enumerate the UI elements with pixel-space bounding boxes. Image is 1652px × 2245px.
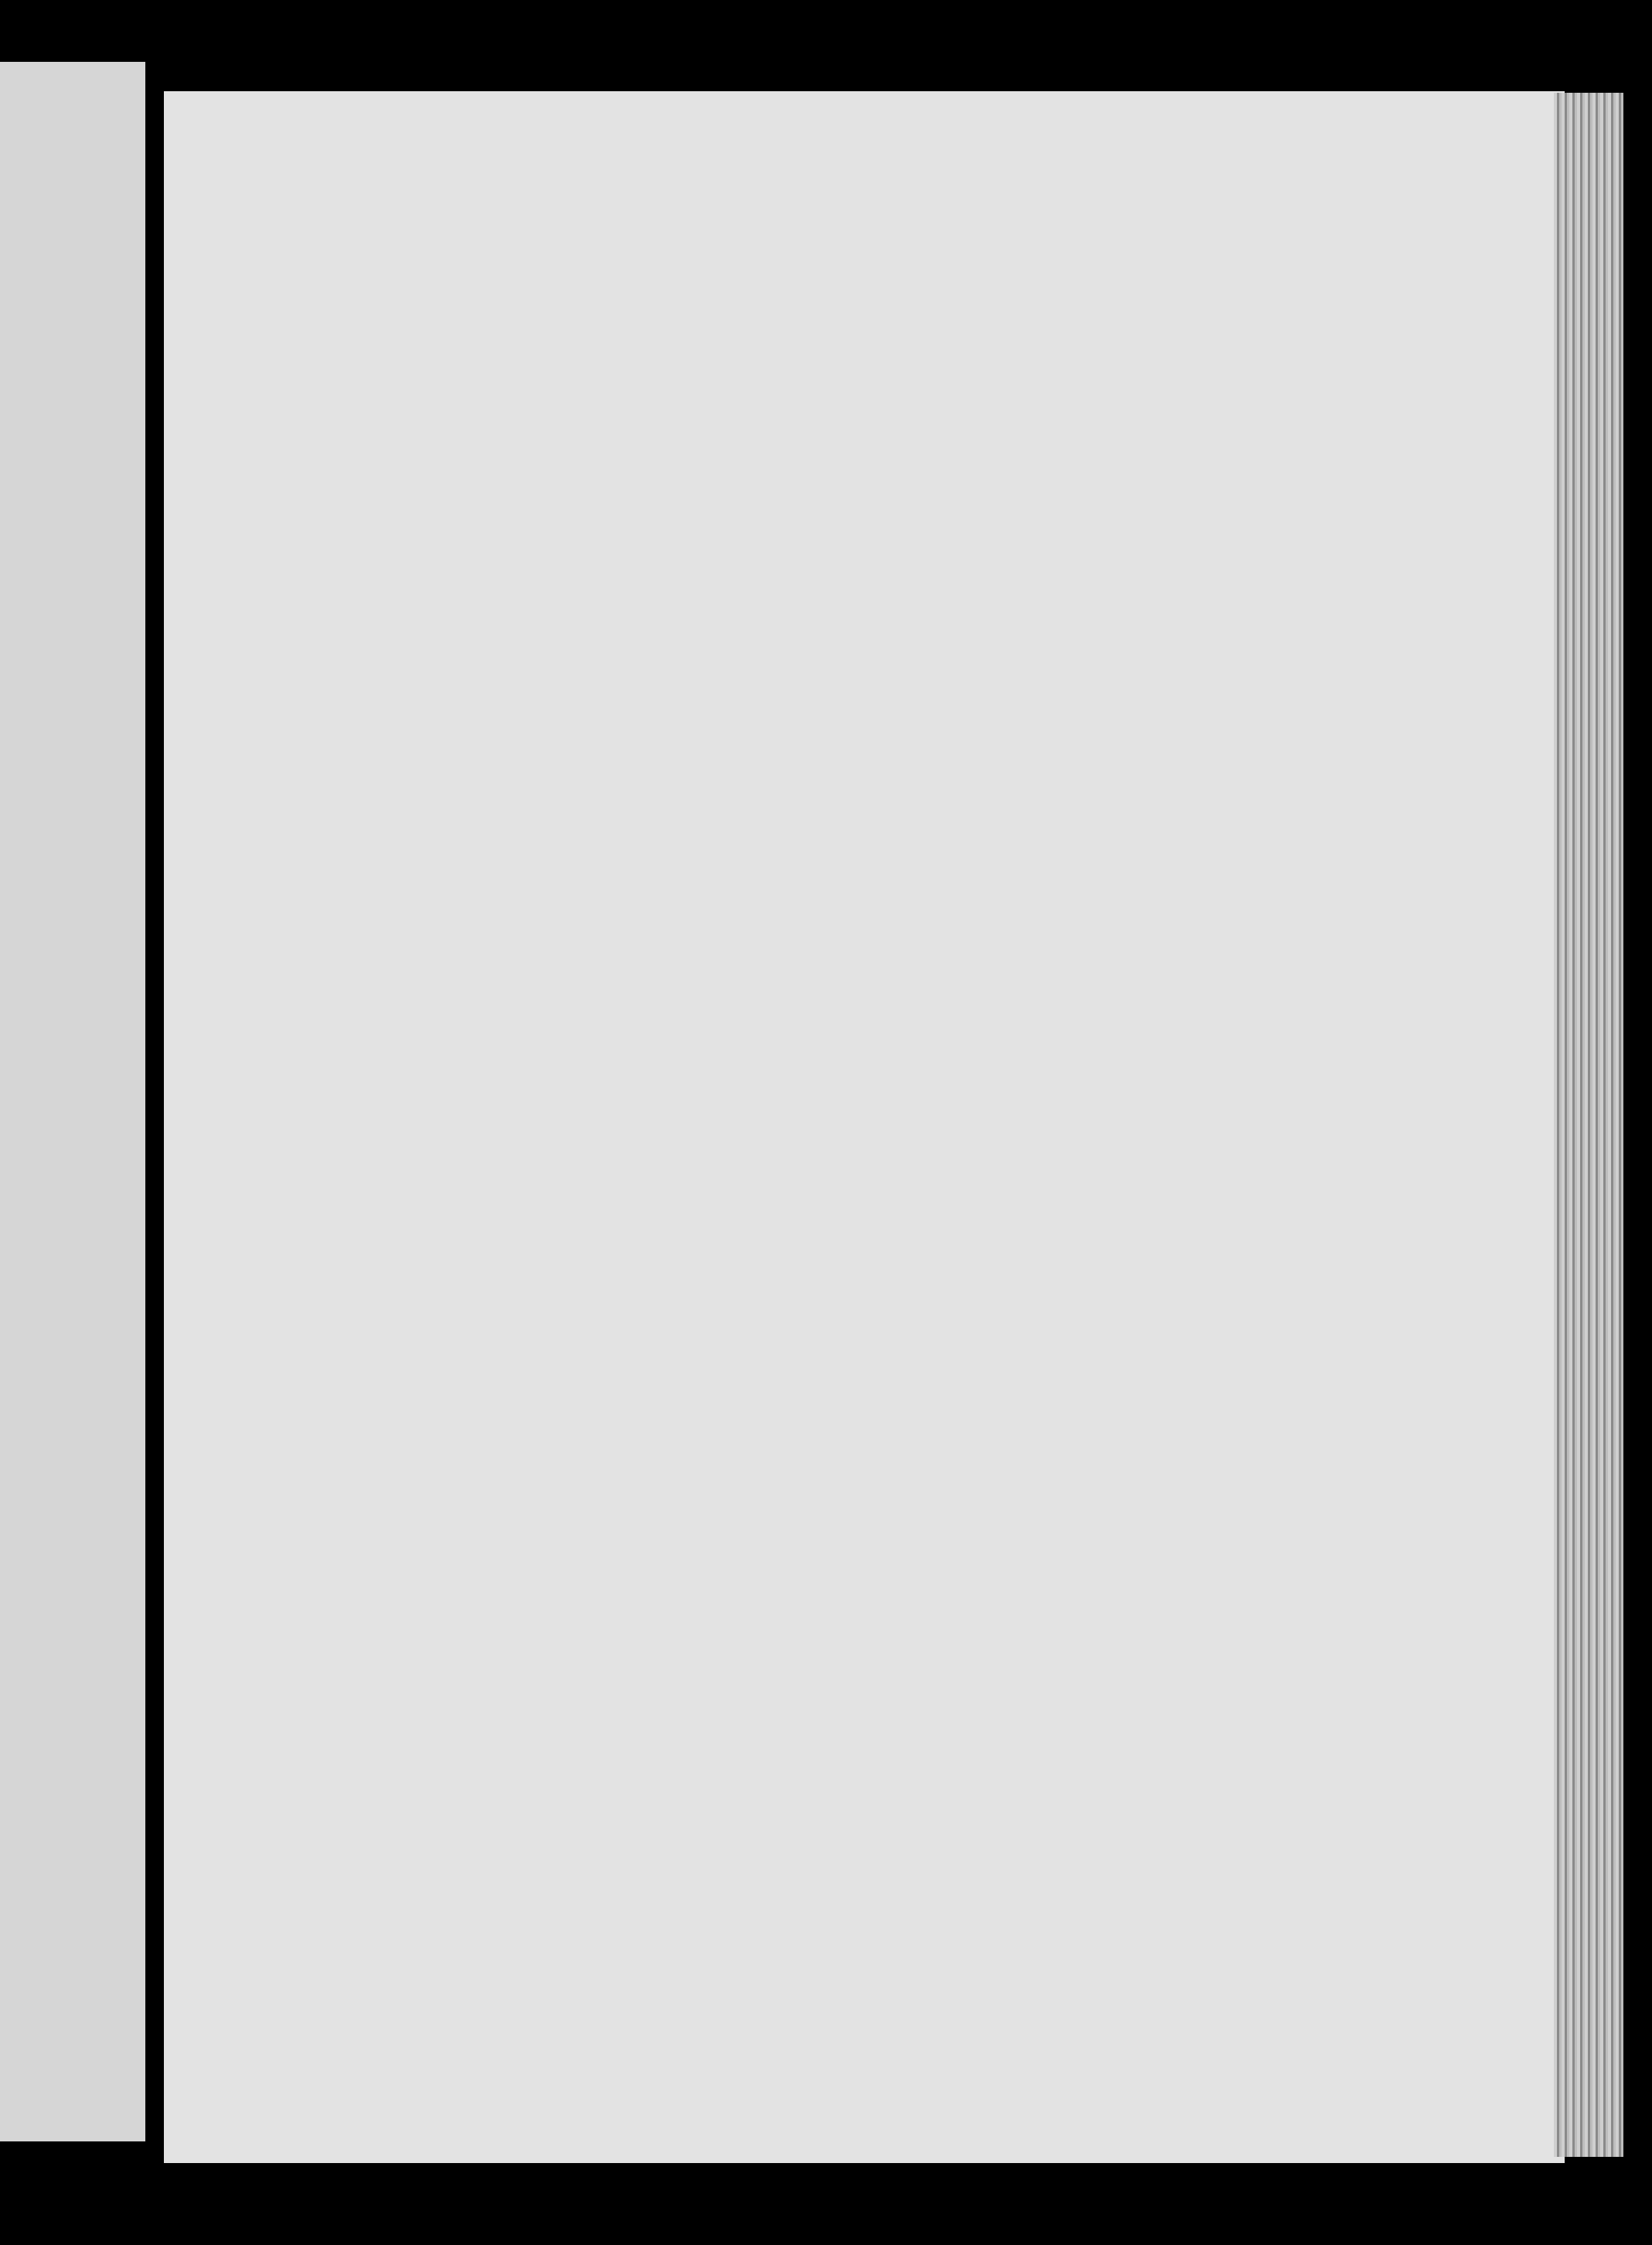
book-page <box>164 91 1565 2163</box>
page-stack-edge <box>1554 93 1623 2157</box>
facing-page-edge <box>0 62 145 2141</box>
